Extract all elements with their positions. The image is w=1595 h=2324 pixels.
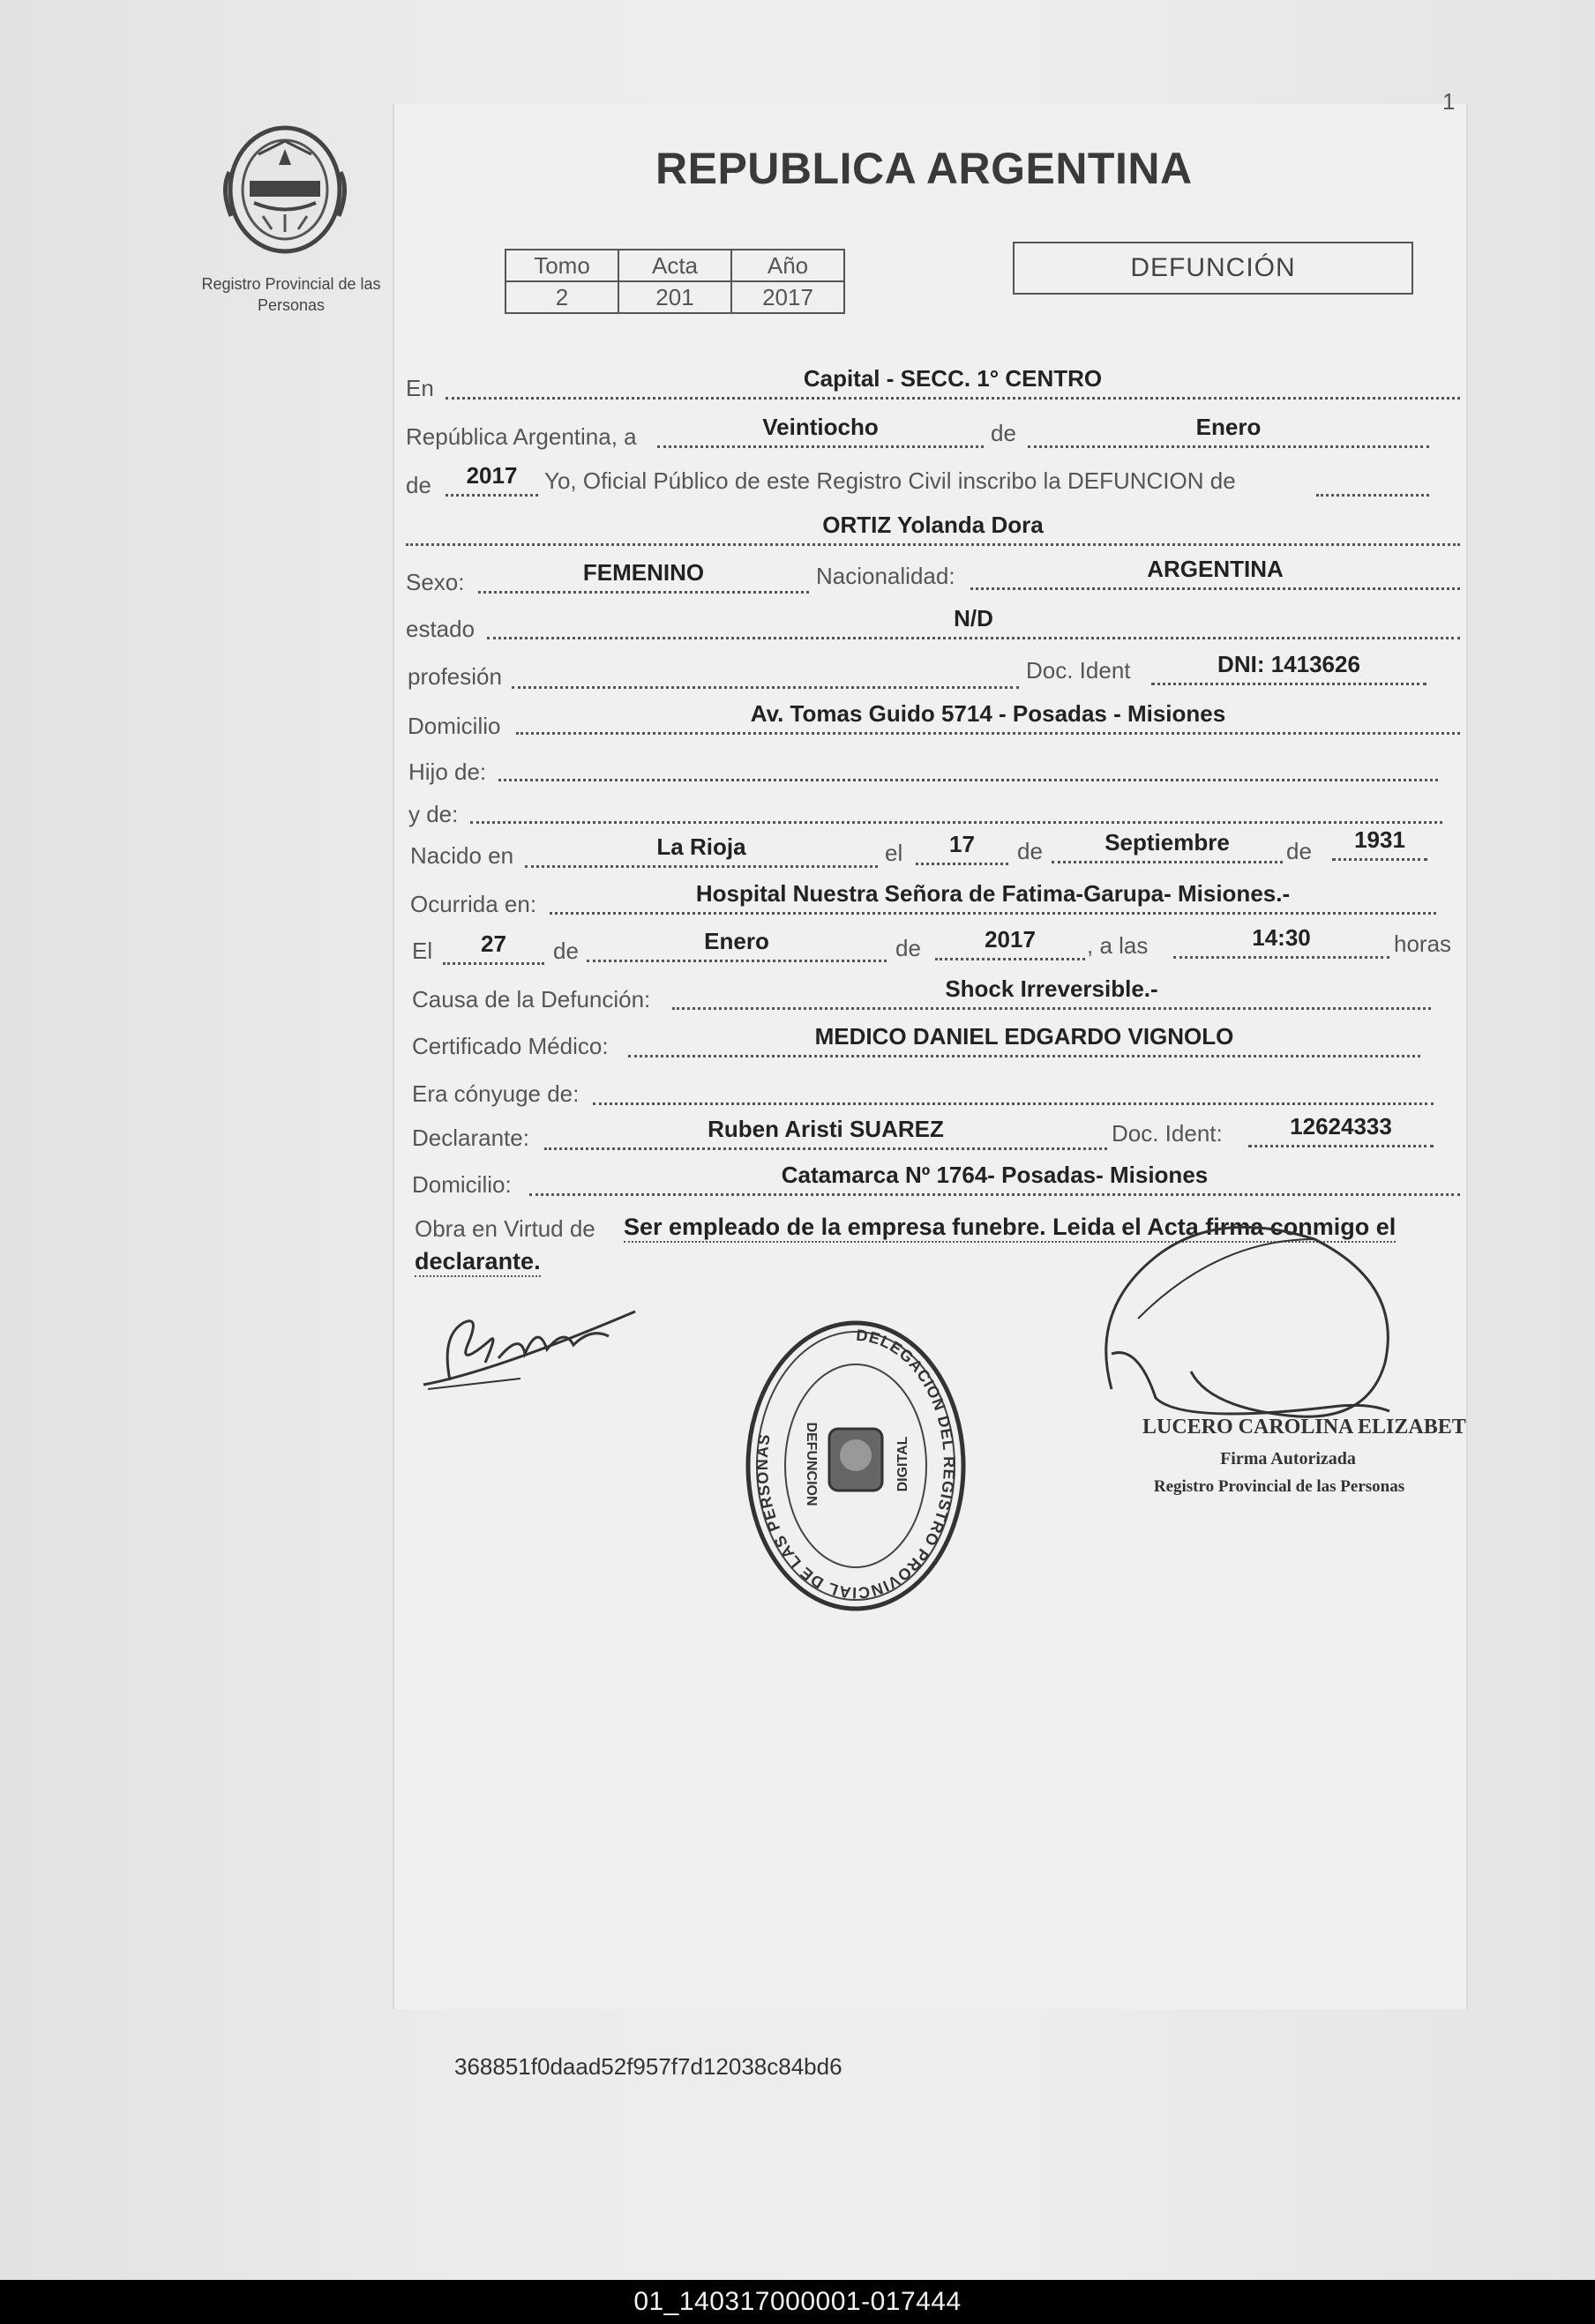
col-header-acta: Acta (618, 250, 731, 281)
page-title: REPUBLICA ARGENTINA (655, 144, 1193, 193)
label-de-1: de (991, 420, 1016, 446)
label-y-de: y de: (408, 801, 459, 827)
field-y-de (470, 788, 1442, 824)
label-de-6: de (895, 935, 921, 961)
col-header-anio: Año (731, 250, 844, 281)
field-obra-line2: declarante. (415, 1248, 541, 1277)
field-hijo-de (498, 745, 1438, 781)
seal-right-text: DIGITAL (895, 1436, 910, 1492)
page-number: 1 (1442, 88, 1456, 115)
document-hash: 368851f0daad52f957f7d12038c84bd6 (454, 2053, 842, 2080)
field-profesion (512, 653, 1019, 689)
field-lugar: Capital - SECC. 1° CENTRO (446, 363, 1460, 400)
label-nacido-en: Nacido en (410, 842, 514, 869)
label-hijo-de: Hijo de: (408, 758, 487, 785)
label-ocurrida-en: Ocurrida en: (410, 891, 537, 917)
label-sexo: Sexo: (406, 569, 465, 595)
provincial-crest-icon (219, 119, 351, 260)
field-fallec-anio: 2017 (935, 924, 1085, 960)
label-de-5: de (553, 938, 579, 964)
record-table (505, 249, 845, 314)
field-nacionalidad: ARGENTINA (970, 554, 1460, 590)
cell-acta: 201 (618, 281, 731, 313)
label-el: el (885, 840, 903, 866)
agency-name: Registro Provincial de las Personas (201, 275, 381, 314)
label-domicilio-2: Domicilio: (412, 1171, 512, 1198)
field-doc-ident: DNI: 1413626 (1151, 649, 1427, 685)
label-domicilio: Domicilio (408, 713, 501, 739)
cell-anio: 2017 (731, 281, 844, 313)
field-certificado: MEDICO DANIEL EDGARDO VIGNOLO (628, 1021, 1420, 1057)
official-seal-icon (741, 1314, 970, 1618)
authorized-name: LUCERO CAROLINA ELIZABET (1142, 1416, 1466, 1438)
seal-ring-text: DELEGACION DEL REGISTRO PROVINCIAL DE LAS PERSONAS (753, 1326, 959, 1603)
label-de-2: de (406, 472, 431, 498)
field-fallec-mes: Enero (587, 926, 887, 962)
record-type-box: DEFUNCIÓN (1013, 242, 1413, 295)
label-conyuge: Era cónyuge de: (412, 1080, 580, 1107)
field-mes: Enero (1028, 412, 1429, 448)
field-domicilio: Av. Tomas Guido 5714 - Posadas - Misiones (516, 699, 1460, 735)
label-obra: Obra en Virtud de (415, 1215, 595, 1242)
field-declarante-domicilio: Catamarca Nº 1764- Posadas- Misiones (529, 1160, 1460, 1196)
label-de-3: de (1017, 838, 1043, 864)
label-nacionalidad: Nacionalidad: (816, 563, 955, 589)
field-nacido-dia: 17 (916, 829, 1008, 865)
label-estado: estado (406, 616, 476, 642)
field-declarante: Ruben Aristi SUAREZ (544, 1114, 1107, 1150)
field-blank-1 (1316, 460, 1429, 497)
col-header-tomo: Tomo (505, 250, 618, 281)
official-signature-icon (1085, 1186, 1466, 1451)
field-dia: Veintiocho (657, 412, 984, 448)
label-doc-ident-2: Doc. Ident: (1112, 1120, 1223, 1147)
field-obra-line1: Ser empleado de la empresa funebre. Leida el Acta firma conmigo el (624, 1214, 1396, 1243)
field-nombre: ORTIZ Yolanda Dora (406, 510, 1460, 546)
label-en: En (406, 375, 434, 401)
label-oficial: Yo, Oficial Público de este Registro Civil inscribo la DEFUNCION de (544, 467, 1236, 494)
declarant-signature-icon (415, 1301, 648, 1398)
field-causa: Shock Irreversible.- (672, 974, 1431, 1010)
cell-tomo: 2 (505, 281, 618, 313)
field-conyuge (593, 1069, 1434, 1105)
label-de-4: de (1286, 838, 1312, 864)
authorized-role: Firma Autorizada (1220, 1449, 1356, 1468)
field-sexo: FEMENINO (478, 557, 809, 594)
label-horas: horas (1394, 930, 1452, 957)
label-causa: Causa de la Defunción: (412, 986, 651, 1013)
label-doc-ident: Doc. Ident (1026, 657, 1131, 684)
field-estado: N/D (487, 603, 1460, 639)
footer-code-bar: 01_140317000001-017444 (0, 2280, 1595, 2324)
field-declarante-doc: 12624333 (1248, 1111, 1434, 1147)
authorized-office: Registro Provincial de las Personas (1153, 1477, 1405, 1496)
label-republica: República Argentina, a (406, 423, 637, 450)
field-nacido-lugar: La Rioja (525, 832, 878, 868)
field-nacido-anio: 1931 (1332, 825, 1427, 861)
field-fallec-dia: 27 (443, 929, 544, 965)
label-a-las: , a las (1087, 932, 1149, 959)
field-nacido-mes: Septiembre (1052, 827, 1283, 863)
label-declarante: Declarante: (412, 1125, 529, 1151)
label-el-cap: El (412, 938, 433, 964)
field-fallec-hora: 14:30 (1173, 923, 1389, 959)
label-profesion: profesión (408, 663, 502, 690)
label-certificado: Certificado Médico: (412, 1033, 609, 1059)
seal-left-text: DEFUNCION (804, 1422, 819, 1506)
field-ocurrida-en: Hospital Nuestra Señora de Fatima-Garupa- Misiones.- (550, 878, 1436, 915)
field-anio: 2017 (446, 460, 538, 497)
